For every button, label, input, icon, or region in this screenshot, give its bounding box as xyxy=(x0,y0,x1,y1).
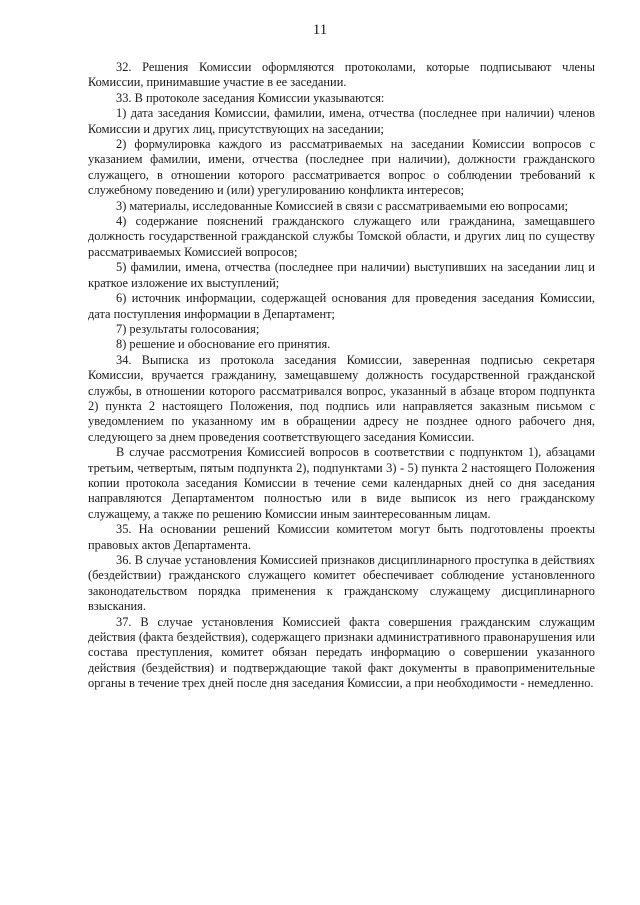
paragraph-33-item-7: 7) результаты голосования; xyxy=(116,321,260,336)
document-body xyxy=(88,60,595,692)
paragraph-32: 32. Решения Комиссии оформляются протоколами, которые подписывают члены Комиссии, принимавшие участие в ее заседании. xyxy=(88,60,595,90)
paragraph-34: 34. Выписка из протокола заседания Комиссии, заверенная подписью секретаря Комиссии, вручается гражданину, замещавшему должность государственной гражданской службы, в отношении которого рассматривался вопрос, указанный в абзаце втором подпункта 2) пункта 2 настоящего Положения, под подпись или направляется заказным письмом с уведомлением по указанному им в обращении адресу не позднее одного рабочего дня, следующего за днем проведения соответствующего заседания Комиссии. xyxy=(88,352,595,444)
paragraph-36: 36. В случае установления Комиссией признаков дисциплинарного проступка в действиях (бездействии) гражданского служащего комитет обеспечивает соблюдение установленного законодательством порядка применения к гражданскому служащему дисциплинарного взыскания. xyxy=(88,553,595,614)
paragraph-33-item-8: 8) решение и обоснование его принятия. xyxy=(116,337,331,352)
paragraph-35: 35. На основании решений Комиссии комитетом могут быть подготовлены проекты правовых актов Департамента. xyxy=(88,522,595,552)
paragraph-33-item-3: 3) материалы, исследованные Комиссией в связи с рассматриваемыми ею вопросами; xyxy=(116,198,569,213)
paragraph-33-item-6: 6) источник информации, содержащей основания для проведения заседания Комиссии, дата поступления информации в Департамент; xyxy=(88,291,595,321)
paragraph-34-second: В случае рассмотрения Комиссией вопросов в соответствии с подпунктом 1), абзацами третьим, четвертым, пятым подпункта 2), подпунктами 3) - 5) пункта 2 настоящего Положения копии протокола заседания Комиссии в течение семи календарных дней со дня заседания направляются Департаментом полностью или в виде выписок из него гражданскому служащему, а также по решению Комиссии иным заинтересованным лицам. xyxy=(88,445,595,521)
paragraph-33: 33. В протоколе заседания Комиссии указываются: xyxy=(116,90,385,105)
page-number: 11 xyxy=(312,22,328,38)
paragraph-33-item-4: 4) содержание пояснений гражданского служащего или гражданина, замещавшего должность государственной гражданской службы Томской области, и других лиц по существу рассматриваемых Комиссией вопросов; xyxy=(88,214,595,259)
paragraph-33-item-5: 5) фамилии, имена, отчества (последнее при наличии) выступивших на заседании лиц и краткое изложение их выступлений; xyxy=(88,260,595,290)
paragraph-33-item-1: 1) дата заседания Комиссии, фамилии, имена, отчества (последнее при наличии) членов Комиссии и других лиц, присутствующих на заседании; xyxy=(88,106,595,136)
paragraph-37: 37. В случае установления Комиссией факта совершения гражданским служащим действия (факта бездействия), содержащего признаки административного правонарушения или состава преступления, комитет обязан передать информацию о совершении указанного действия (бездействия) и подтверждающие такой факт документы в правоприменительные органы в течение трех дней после дня заседания Комиссии, а при необходимости - немедленно. xyxy=(88,614,595,691)
paragraph-33-item-2: 2) формулировка каждого из рассматриваемых на заседании Комиссии вопросов с указанием фамилии, имени, отчества (последнее при наличии), должности гражданского служащего, в отношении которого рассматривается вопрос о соблюдении требований к служебному поведению и (или) урегулированию конфликта интересов; xyxy=(88,137,595,198)
